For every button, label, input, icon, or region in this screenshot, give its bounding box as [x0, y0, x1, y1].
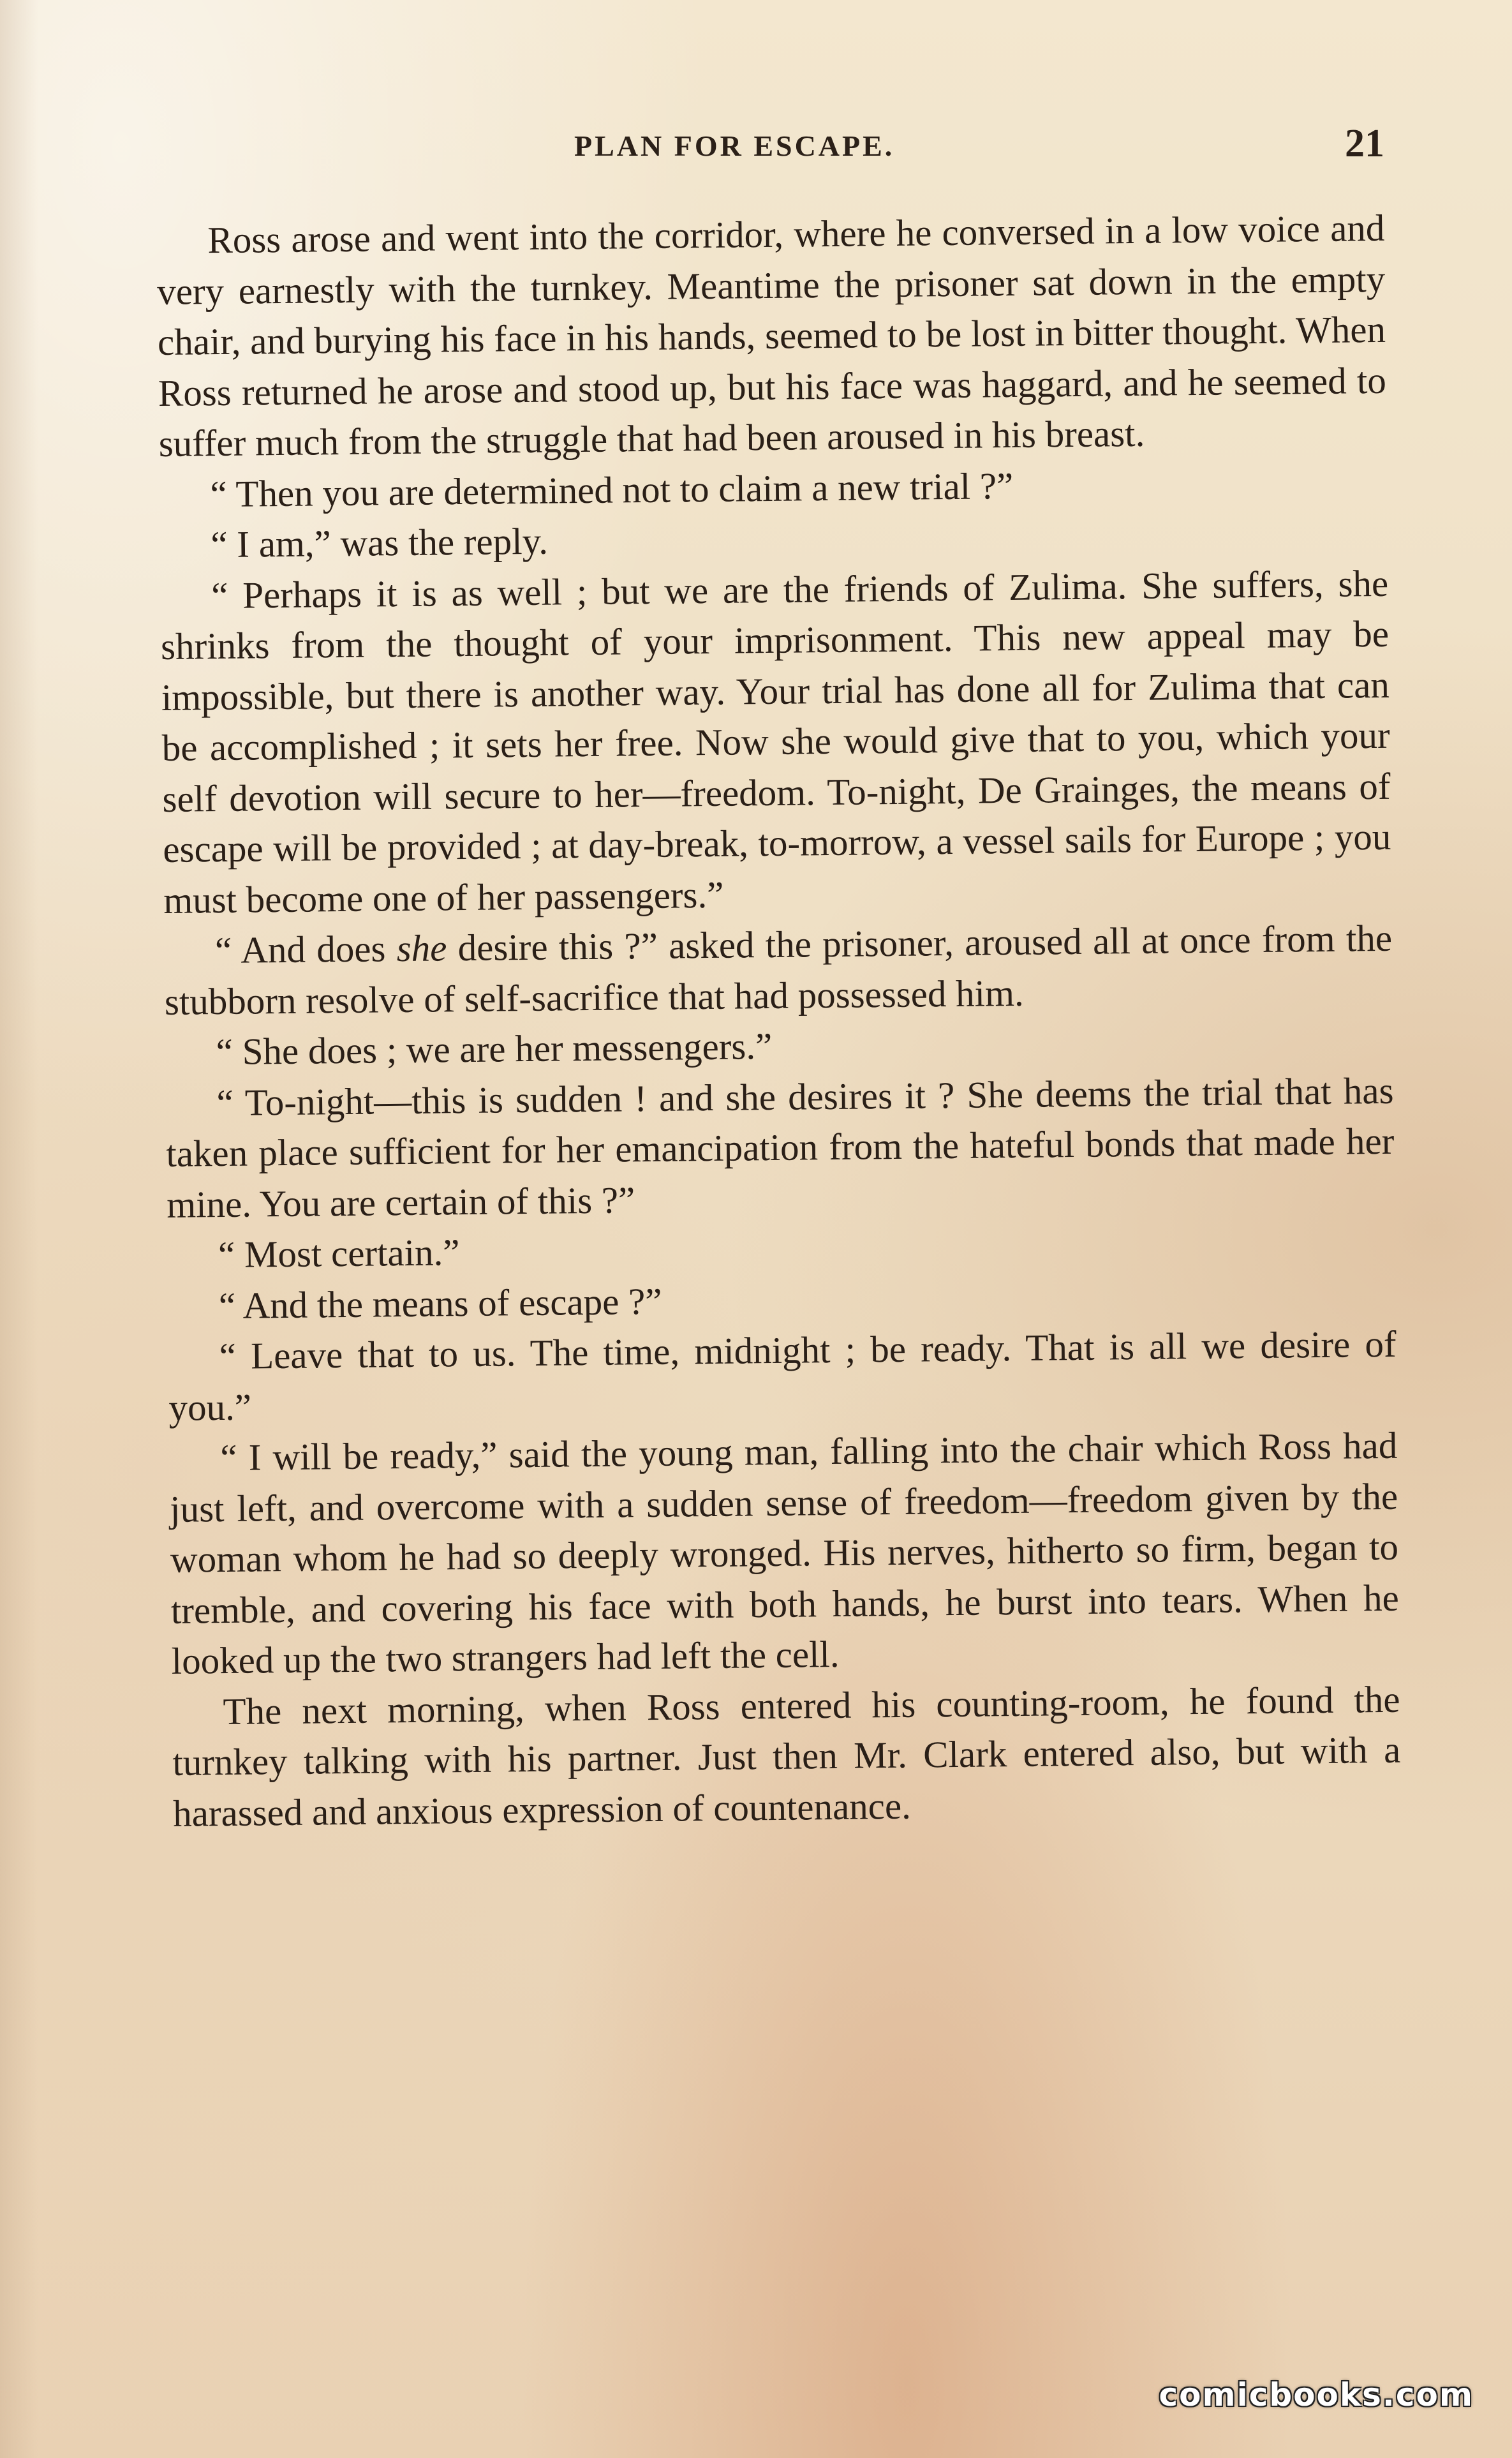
- emphasis-word: she: [396, 927, 447, 970]
- paragraph: “ I will be ready,” said the young man, falling into the chair which Ross had just left, and overcome with a sudden sense of freedom—freedom given by the woman whom he had so deeply wronged. His nerves, hitherto so firm, began to tremble, and covering his face with both hands, he burst into tears. When he looked up the two strangers had left the cell.: [169, 1424, 1400, 1682]
- paragraph: “ And the means of escape ?”: [218, 1279, 662, 1327]
- running-head: PLAN FOR ESCAPE.: [574, 130, 895, 162]
- paragraph: The next morning, when Ross entered his counting-room, he found the turnkey talking with his partner. Just then Mr. Clark entered also, but with a harassed and anxious expression of countenance.: [172, 1678, 1401, 1835]
- body-text: [156, 203, 1402, 1839]
- paragraph: [164, 913, 1393, 1027]
- paragraph: “ I am,” was the reply.: [211, 519, 549, 566]
- page-header: [159, 121, 1384, 172]
- paragraph: “ Most certain.”: [218, 1231, 460, 1276]
- paragraph-text: desire this ?” asked the prisoner, aroused all at once from the stubborn resolve of self-sacrifice that had possessed him.: [164, 916, 1393, 1023]
- paragraph-text: “ And does: [214, 927, 397, 972]
- watermark: comicbooks.com: [1159, 2376, 1474, 2413]
- paragraph: “ Perhaps it is as well ; but we are the friends of Zulima. She suffers, she shrinks from the thought of your imprisonment. This new appeal may be impossible, but there is another way. Your trial has done all for Zulima that can be accomplished ; it sets her free. Now she would give that to you, which your self devotion will secure to her—freedom. To-night, De Grainges, the means of escape will be provided ; at day-break, to-morrow, a vessel sails for Europe ; you must become one of her passengers.”: [160, 562, 1391, 921]
- paragraph: Ross arose and went into the corridor, where he conversed in a low voice and very earnestly with the turnkey. Meantime the prisoner sat down in the empty chair, and burying his face in his hands, seemed to be lost in bitter thought. When Ross returned he arose and stood up, but his face was haggard, and he seemed to suffer much from the struggle that had been aroused in his breast.: [156, 206, 1387, 465]
- paragraph: “ She does ; we are her messengers.”: [216, 1024, 773, 1073]
- paragraph: “ Leave that to us. The time, midnight ; be ready. That is all we desire of you.”: [168, 1322, 1397, 1429]
- page-number: 21: [1345, 122, 1384, 165]
- paragraph: “ Then you are determined not to claim a new trial ?”: [210, 464, 1014, 515]
- paragraph: “ To-night—this is sudden ! and she desires it ? She deems the trial that has taken place sufficient for her emancipation from the hateful bonds that made her mine. You are certain of this ?”: [166, 1069, 1395, 1226]
- page-edge-shading: [0, 0, 38, 2458]
